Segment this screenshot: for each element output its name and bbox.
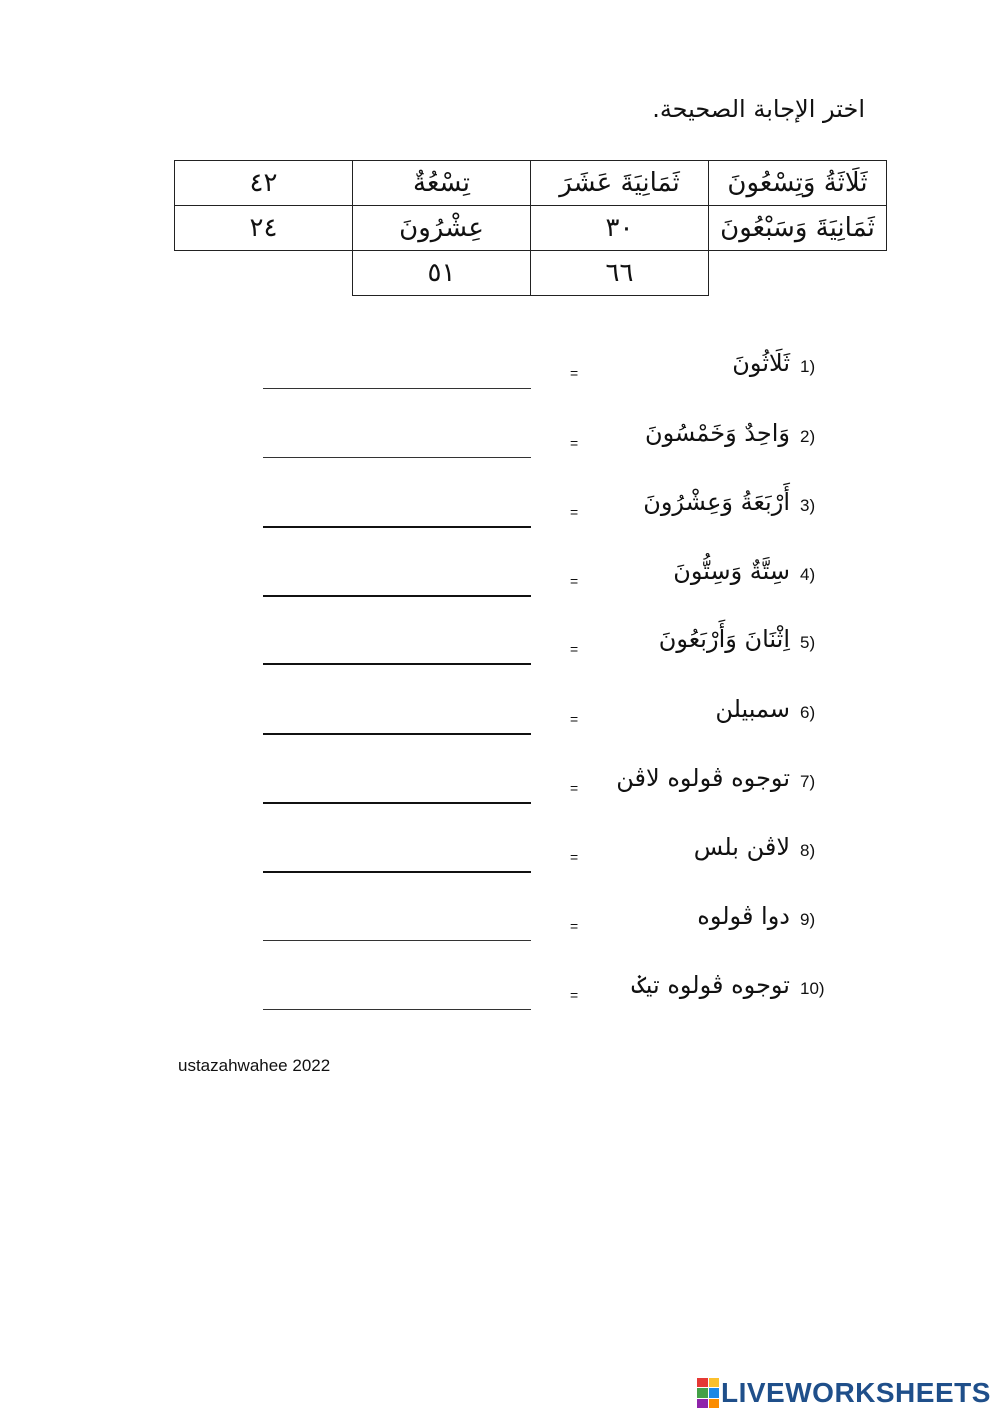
question-item <box>0 764 1000 832</box>
question-number: 7) <box>800 772 816 791</box>
answer-line[interactable] <box>263 663 531 665</box>
question-number: 6) <box>800 703 816 722</box>
equals-sign: = <box>570 573 579 589</box>
choice-cell: ٤٢ <box>175 161 353 206</box>
question-number: 3) <box>800 496 816 515</box>
footer-credit: ustazahwahee 2022 <box>178 1056 331 1075</box>
question-number: 8) <box>800 841 816 860</box>
question-number: 9) <box>800 910 816 929</box>
question-word: سِتَّةٌ وَسِتُّونَ <box>673 557 790 585</box>
question-word: سمبيلن <box>715 695 790 723</box>
equals-sign: = <box>570 504 579 520</box>
question-number: 4) <box>800 565 816 584</box>
question-word: توجوه ڤولوه تيݢ <box>631 971 790 999</box>
question-item <box>0 419 1000 487</box>
equals-sign: = <box>570 435 579 451</box>
question-word: توجوه ڤولوه لاڤن <box>616 764 790 792</box>
answer-choices-table <box>174 160 887 296</box>
answer-line[interactable] <box>263 871 531 873</box>
question-item <box>0 625 1000 693</box>
choice-cell: ثَمَانِيَةَ وَسَبْعُونَ <box>709 206 887 251</box>
answer-line[interactable] <box>263 940 531 941</box>
question-word: لاڤن بلس <box>693 833 790 861</box>
choice-cell: ثَمَانِيَةَ عَشَرَ <box>531 161 709 206</box>
table-row <box>175 161 887 206</box>
choice-cell: ٣٠ <box>531 206 709 251</box>
equals-sign: = <box>570 711 579 727</box>
question-word: دوا ڤولوه <box>697 902 790 930</box>
question-word: أَرْبَعَةُ وَعِشْرُونَ <box>643 488 790 516</box>
answer-line[interactable] <box>263 802 531 804</box>
equals-sign: = <box>570 987 579 1003</box>
answer-line[interactable] <box>263 526 531 528</box>
choice-cell: عِشْرُونَ <box>353 206 531 251</box>
question-item <box>0 833 1000 901</box>
question-word: وَاحِدٌ وَخَمْسُونَ <box>644 419 790 447</box>
question-word: اِثْنَانَ وَأَرْبَعُونَ <box>658 625 790 653</box>
choice-cell: ثَلَاثَةُ وَتِسْعُونَ <box>709 161 887 206</box>
question-item <box>0 695 1000 763</box>
choice-cell: ٥١ <box>353 251 531 296</box>
question-number: 2) <box>800 427 816 446</box>
equals-sign: = <box>570 365 579 381</box>
equals-sign: = <box>570 641 579 657</box>
question-item <box>0 349 1000 417</box>
table-row <box>175 206 887 251</box>
liveworksheets-logo-icon <box>697 1378 719 1408</box>
empty-cell <box>175 251 353 296</box>
equals-sign: = <box>570 918 579 934</box>
question-item <box>0 557 1000 625</box>
brand-name: LIVEWORKSHEETS <box>721 1377 991 1408</box>
answer-line[interactable] <box>263 388 531 389</box>
table-row <box>175 251 887 296</box>
empty-cell <box>709 251 887 296</box>
question-item <box>0 488 1000 556</box>
question-item <box>0 971 1000 1039</box>
question-item <box>0 902 1000 970</box>
equals-sign: = <box>570 849 579 865</box>
answer-line[interactable] <box>263 457 531 458</box>
choice-cell: ٢٤ <box>175 206 353 251</box>
equals-sign: = <box>570 780 579 796</box>
answer-line[interactable] <box>263 595 531 597</box>
question-number: 1) <box>800 357 816 376</box>
question-number: 10) <box>800 979 825 998</box>
question-word: ثَلَاثُونَ <box>732 349 790 377</box>
instruction-text: اختر الإجابة الصحيحة. <box>652 95 865 123</box>
choice-cell: تِسْعُةٌ <box>353 161 531 206</box>
answer-line[interactable] <box>263 1009 531 1010</box>
liveworksheets-brand[interactable] <box>697 1377 991 1409</box>
question-number: 5) <box>800 633 816 652</box>
answer-line[interactable] <box>263 733 531 735</box>
choice-cell: ٦٦ <box>531 251 709 296</box>
